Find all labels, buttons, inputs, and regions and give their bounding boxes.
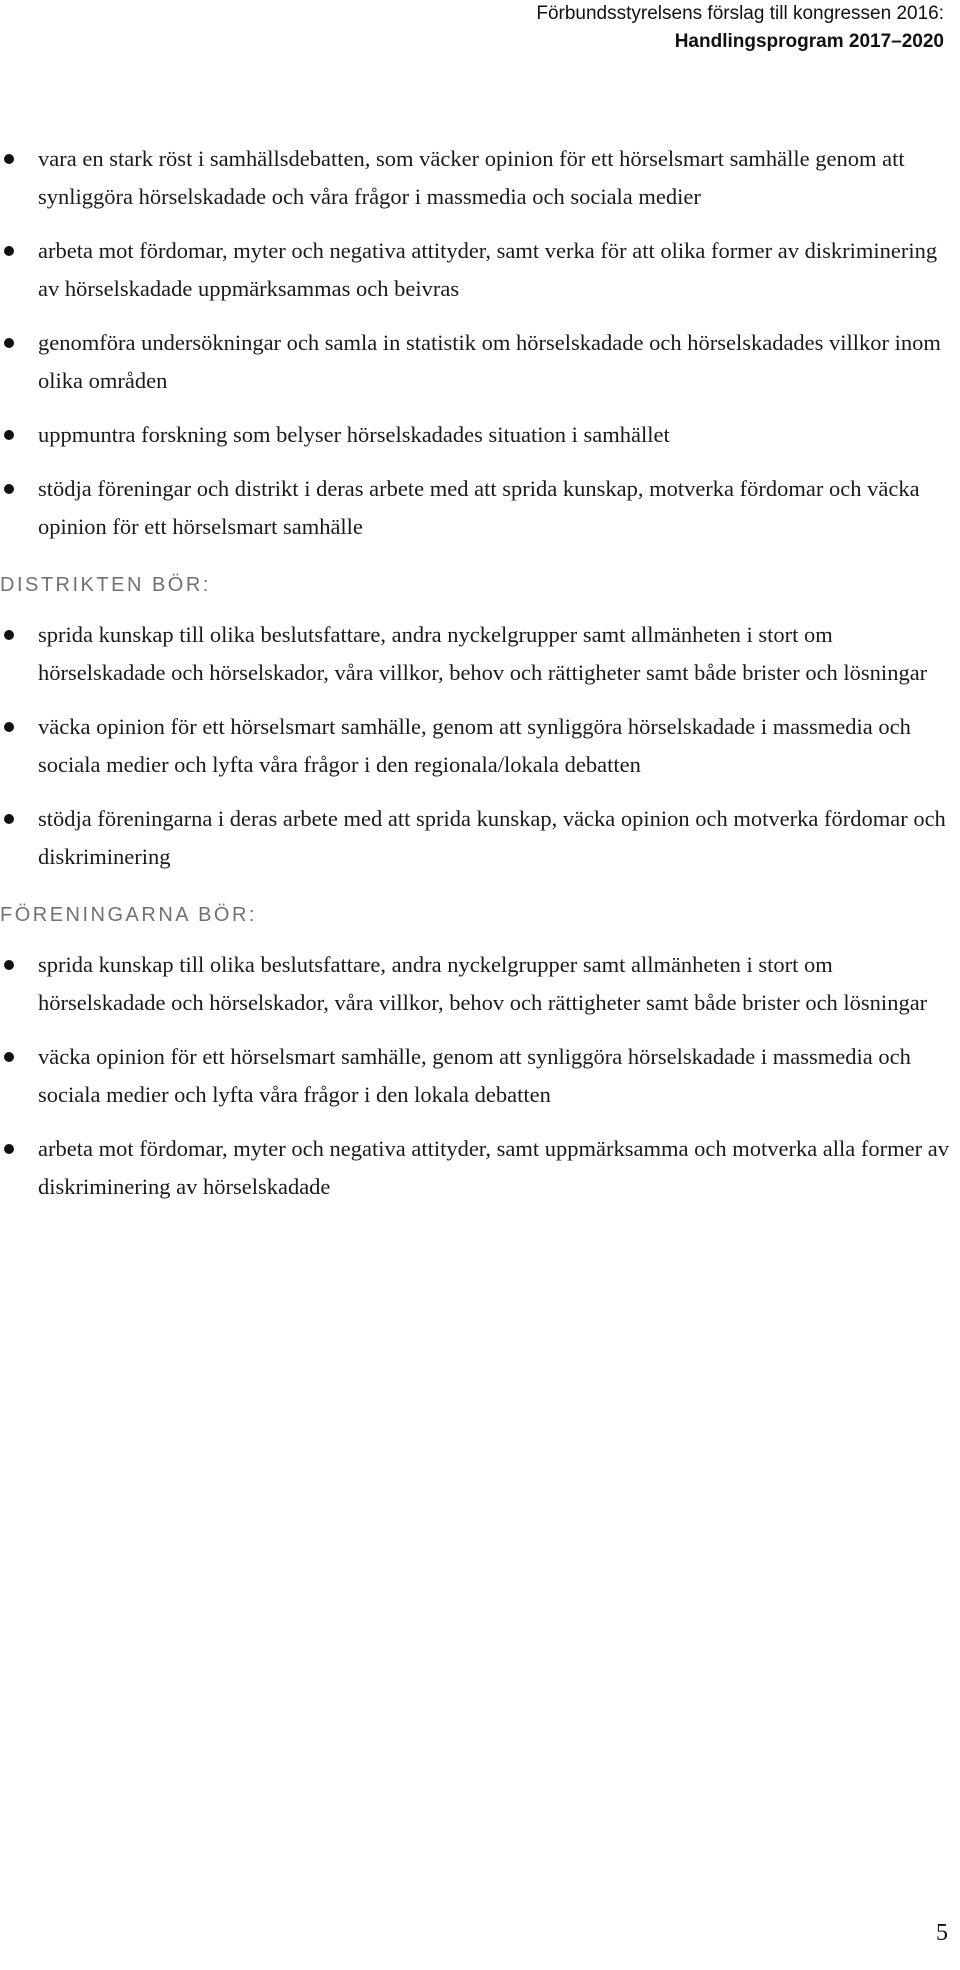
bullet-icon [4, 1052, 14, 1062]
list-item [0, 140, 960, 216]
foreningarna-list [0, 946, 960, 1206]
bullet-icon [4, 1144, 14, 1154]
bullet-icon [4, 630, 14, 640]
bullet-icon [4, 338, 14, 348]
list-item [0, 708, 960, 784]
list-item-text: uppmuntra forskning som belyser hörselskadades situation i samhället [38, 422, 670, 447]
list-item-text: arbeta mot fördomar, myter och negativa attityder, samt verka för att olika former av diskriminering av hörselskadade uppmärksammas och beivras [38, 238, 938, 301]
bullet-icon [4, 960, 14, 970]
list-item-text: arbeta mot fördomar, myter och negativa attityder, samt uppmärksamma och motverka alla former av diskriminering av hörselskadade [38, 1136, 949, 1199]
section-heading-foreningarna: FÖRENINGARNA BÖR: [0, 904, 257, 926]
list-item-text: sprida kunskap till olika beslutsfattare, andra nyckelgrupper samt allmänheten i stort om hörselskadade och hörselskador, våra villkor, behov och rättigheter samt både brister och lösningar [38, 622, 928, 685]
list-item [0, 616, 960, 692]
document-title: Förbundsstyrelsens förslag till kongressen 2016: [536, 3, 944, 24]
bullet-icon [4, 246, 14, 256]
bullet-icon [4, 814, 14, 824]
bullet-icon [4, 722, 14, 732]
bullet-icon [4, 484, 14, 494]
list-item [0, 416, 960, 454]
intro-list [0, 140, 960, 546]
bullet-icon [4, 430, 14, 440]
list-item [0, 946, 960, 1022]
list-item-text: väcka opinion för ett hörselsmart samhälle, genom att synliggöra hörselskadade i massmedia och sociala medier och lyfta våra frågor i den lokala debatten [38, 1044, 911, 1107]
list-item [0, 324, 960, 400]
list-item [0, 232, 960, 308]
section-heading-distrikten: DISTRIKTEN BÖR: [0, 574, 211, 596]
page-number: 5 [936, 1920, 948, 1946]
distrikten-list [0, 616, 960, 876]
page-header [536, 0, 944, 56]
list-item-text: vara en stark röst i samhällsdebatten, som väcker opinion för ett hörselsmart samhälle genom att synliggöra hörselskadade och våra frågor i massmedia och sociala medier [38, 146, 905, 209]
list-item-text: stödja föreningarna i deras arbete med att sprida kunskap, väcka opinion och motverka fördomar och diskriminering [38, 806, 946, 869]
list-item-text: väcka opinion för ett hörselsmart samhälle, genom att synliggöra hörselskadade i massmedia och sociala medier och lyfta våra frågor i den regionala/lokala debatten [38, 714, 911, 777]
list-item [0, 1038, 960, 1114]
list-item [0, 1130, 960, 1206]
list-item-text: sprida kunskap till olika beslutsfattare, andra nyckelgrupper samt allmänheten i stort om hörselskadade och hörselskador, våra villkor, behov och rättigheter samt både brister och lösningar [38, 952, 928, 1015]
document-body [0, 140, 960, 1222]
list-item [0, 470, 960, 546]
list-item [0, 800, 960, 876]
list-item-text: stödja föreningar och distrikt i deras arbete med att sprida kunskap, motverka fördomar och väcka opinion för ett hörselsmart samhälle [38, 476, 920, 539]
bullet-icon [4, 154, 14, 164]
list-item-text: genomföra undersökningar och samla in statistik om hörselskadade och hörselskadades villkor inom olika områden [38, 330, 941, 393]
document-subtitle: Handlingsprogram 2017–2020 [674, 31, 944, 52]
